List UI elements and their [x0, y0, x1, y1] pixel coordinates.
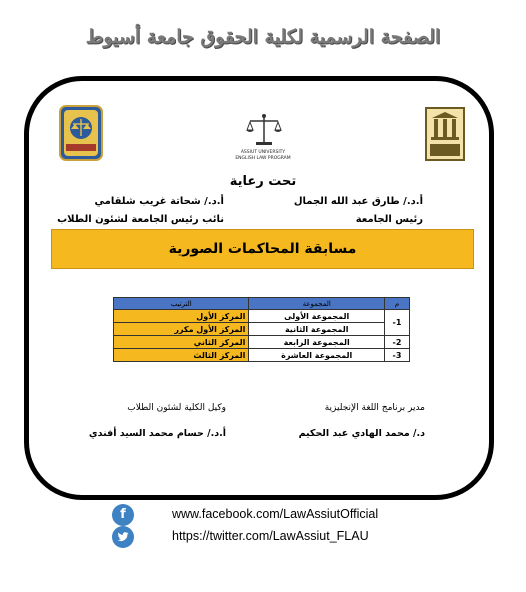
- table-row: [114, 336, 410, 349]
- row-group: المجموعة الثانية: [249, 323, 385, 336]
- patronage-title: تحت رعاية: [229, 174, 297, 189]
- program-caption-line2: ENGLISH LAW PROGRAM: [235, 156, 291, 161]
- twitter-icon[interactable]: [112, 526, 134, 548]
- table-row: [114, 349, 410, 362]
- row-num: 3-: [385, 349, 410, 362]
- twitter-link[interactable]: https://twitter.com/LawAssiut_FLAU: [172, 529, 369, 543]
- row-num: 1-: [385, 310, 410, 336]
- results-table-header: [114, 298, 410, 310]
- student-affairs-vice-dean-name: أ.د./ حسام محمد السيد أفندي: [88, 428, 226, 439]
- row-rank: المركز الثاني: [114, 336, 249, 349]
- row-group: المجموعة الرابعة: [249, 336, 385, 349]
- facebook-link[interactable]: www.facebook.com/LawAssiutOfficial: [172, 507, 379, 521]
- competition-banner: مسابقة المحاكمات الصورية: [51, 229, 474, 269]
- facebook-icon[interactable]: f: [112, 504, 134, 526]
- student-affairs-vice-dean-title: وكيل الكلية لشئون الطلاب: [127, 403, 226, 413]
- table-row: [114, 310, 410, 323]
- facebook-link-row[interactable]: [112, 504, 432, 526]
- row-rank: المركز الأول: [114, 310, 249, 323]
- vice-president-name: أ.د./ شحاتة غريب شلقامي: [94, 196, 224, 207]
- row-rank: المركز الأول مكرر: [114, 323, 249, 336]
- english-program-director-title: مدير برنامج اللغة الإنجليزية: [324, 403, 425, 413]
- program-caption-line1: ASSIUT UNIVERSITY: [240, 150, 286, 155]
- university-president-role: رئيس الجامعة: [355, 214, 423, 225]
- header-rank: الترتيب: [114, 298, 249, 310]
- page-header-title: الصفحة الرسمية لكلية الحقوق جامعة أسيوط: [85, 26, 441, 48]
- assiut-university-logo: [424, 106, 466, 162]
- twitter-link-row[interactable]: [112, 526, 432, 548]
- row-rank: المركز الثالث: [114, 349, 249, 362]
- row-group: المجموعة العاشرة: [249, 349, 385, 362]
- results-table: [113, 297, 410, 362]
- header-group: المجموعة: [249, 298, 385, 310]
- row-group: المجموعة الأولى: [249, 310, 385, 323]
- university-president-name: أ.د./ طارق عبد الله الجمال: [293, 196, 423, 207]
- vice-president-role: نائب رئيس الجامعة لشئون الطلاب: [57, 214, 224, 225]
- header-num: م: [385, 298, 410, 310]
- scales-of-justice-logo: [232, 112, 296, 172]
- english-program-director-name: د./ محمد الهادي عبد الحكيم: [298, 428, 425, 439]
- row-num: 2-: [385, 336, 410, 349]
- table-row: [114, 323, 410, 336]
